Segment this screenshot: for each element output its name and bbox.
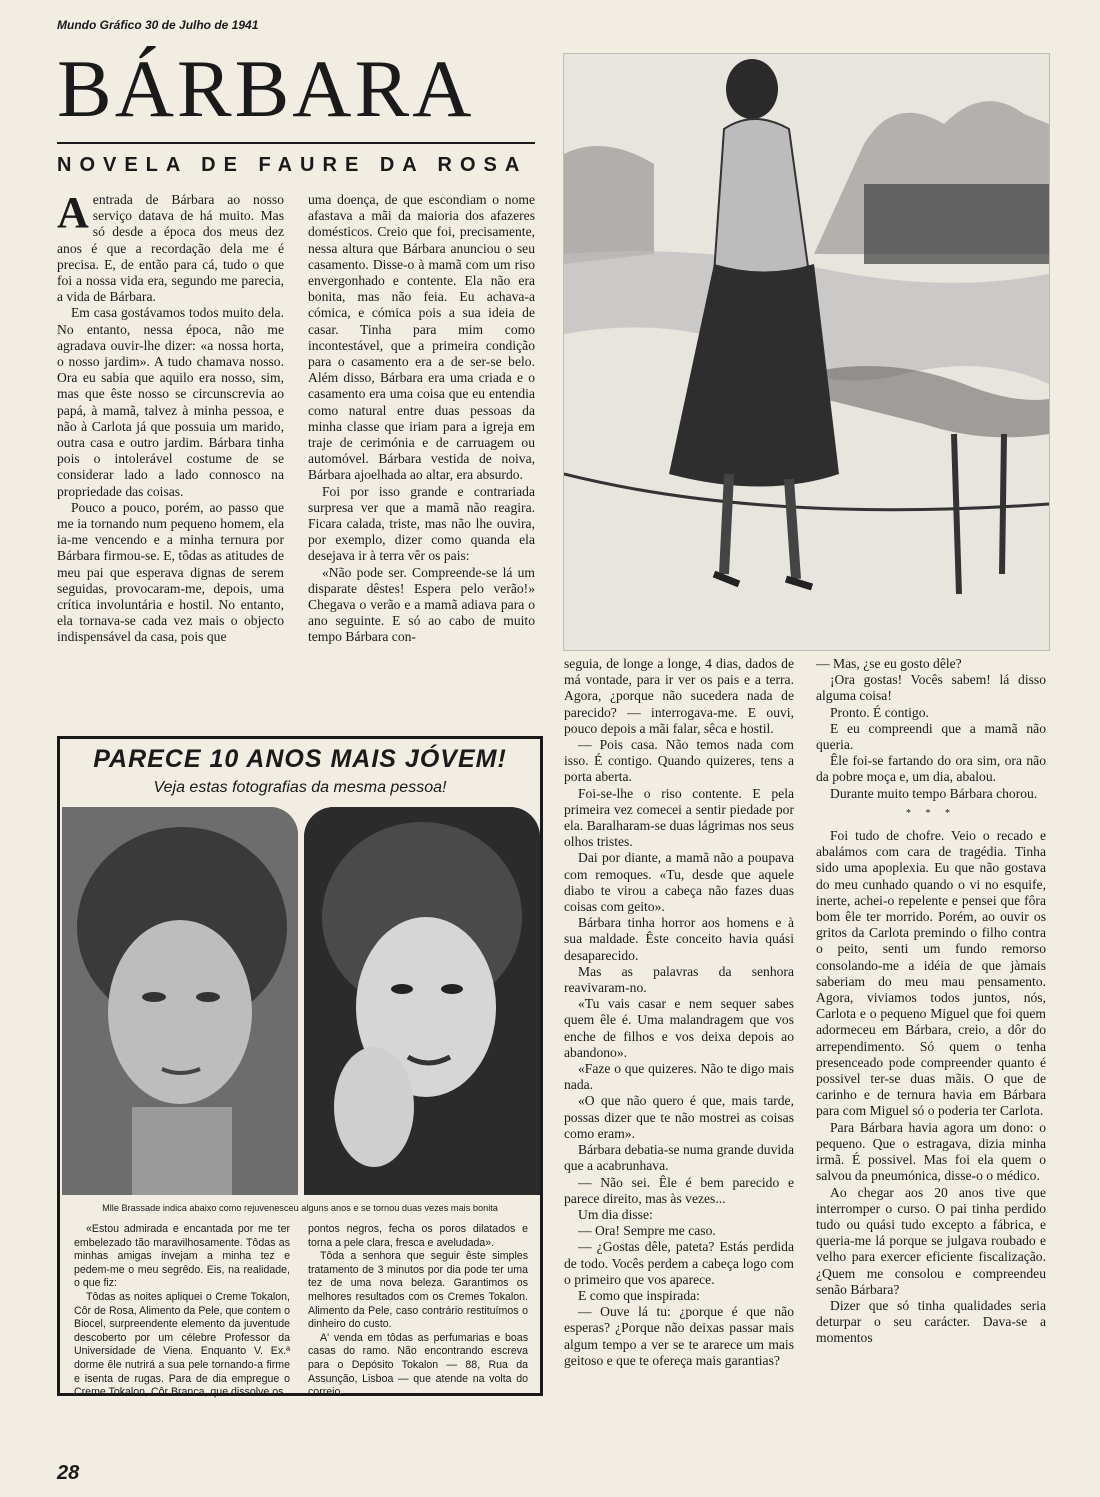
paragraph: — Ora! Sempre me caso.: [578, 1223, 716, 1239]
paragraph: Êle foi-se fartando do ora sim, ora não da pobre moça e, um dia, abalou.: [816, 753, 1046, 785]
paragraph: Em casa gostávamos todos muito dela. No entanto, nessa época, não me agradava ouvir-lhe dizer: «a nossa horta, o nosso jardim». A tudo chamava nosso. Ora eu sabia que aquilo era nosso, sim, mas que êste nosso se circunscrevia ao papá, à mamã, talvez à minha pessoa, e não à Carlota já que possuia um marido, outra casa e outro jardim. Bárbara tinha pois o intolerável costume de se considerar lado a lado connosco na propriedade das coisas.: [57, 305, 284, 499]
publication-header: Mundo Gráfico 30 de Julho de 1941: [57, 18, 259, 32]
article-column-1: [57, 188, 284, 646]
title-divider: [57, 142, 535, 144]
paragraph: «O que não quero é que, mais tarde, possas dizer que te não mostrei as coisas como eram».: [564, 1093, 794, 1141]
ad-headline: PARECE 10 ANOS MAIS JÓVEM!: [93, 745, 507, 773]
ad-paragraph: Tôdas as noites apliquei o Creme Tokalon, Côr de Rosa, Alimento da Pele, que contem o Biocel, surpreendente elemento da juventude descoberto por um célebre Professor da Universidade de Viena. Enquanto V. Ex.ª dorme êle nutrirá a sua pele tornando-a firme e isenta de rugas. Para de dia empregue o Creme Tokalon, Côr Branca, que dissolve os: [74, 1290, 290, 1399]
paragraph: Pronto. É contigo.: [830, 704, 929, 720]
paragraph: Dai por diante, a mamã não a poupava com remoques. «Tu, desde que aquele diabo te virou a cabeça não fazes duas coisas com geito».: [564, 850, 794, 915]
paragraph: — ¿Gostas dêle, pateta? Estás perdida de todo. Vocês perdem a cabeça logo com o primeiro que vos aparece.: [564, 1239, 794, 1287]
paragraph: Ao chegar aos 20 anos tive que interromper o curso. O pai tinha perdido tudo ou quási tudo excepto a fábrica, e queria-me lá porque se julgava roubado e velho para exercer eficiente fiscalização. ¿Quem me consolou e compreendeu senão Bárbara?: [816, 1184, 1046, 1297]
paragraph: «Faze o que quizeres. Não te digo mais nada.: [564, 1061, 794, 1093]
paragraph: Pouco a pouco, porém, ao passo que me ia tornando num pequeno homem, ela ia-me vencendo e a minha ternura por Bárbara firmou-se. E, tôdas as atitudes de meu pai que esperava dignas de serem seguidas, provocaram-me, depois, uma crítica involuntária e hostil. No entanto, ela tornava-se cada vez mais o objecto indispensável da casa, pois que: [57, 499, 284, 645]
drop-cap: A: [57, 188, 89, 237]
tokalon-advertisement: [57, 736, 543, 1399]
paragraph: Para Bárbara havia agora um dono: o pequeno. Que o estragava, dizia minha irmã. É possivel. Mas foi ela quem o salvou da pneumónica, disse-o o médico.: [816, 1119, 1046, 1184]
ad-paragraph: «Estou admirada e encantada por me ter embelezado tão maravilhosamente. Tôdas as minhas amigas invejam a minha tez e pedem-me o meu segrêdo. Eis, na realidade, o que fiz:: [74, 1223, 290, 1290]
illustration-woman-by-shore: [563, 53, 1050, 651]
section-break: * * *: [906, 807, 956, 819]
ad-subhead: Veja estas fotografias da mesma pessoa!: [153, 779, 447, 796]
ad-paragraph: pontos negros, fecha os poros dilatados e torna a pele clara, fresca e aveludada».: [308, 1223, 528, 1249]
before-photo: [62, 807, 298, 1195]
ad-caption: Mlle Brassade indica abaixo como rejuvenesceu alguns anos e se tornou duas vezes mais bonita: [102, 1203, 498, 1213]
paragraph: — Ouve lá tu: ¿porque é que não esperas? ¿Porque não deixas passar mais algum tempo a ver se te ararece um mais geitoso e que te ofereça mais garantias?: [564, 1304, 794, 1368]
ad-paragraph: A' venda em tôdas as perfumarias e boas casas do ramo. Não encontrando escreva para o Depósito Tokalon — 88, Rua da Assunção, Lisboa — que atende na volta do correio.: [308, 1331, 528, 1399]
article-column-3: [564, 656, 794, 1369]
page-number: 28: [57, 1462, 80, 1484]
paragraph: E como que inspirada:: [578, 1287, 700, 1303]
paragraph: — Não sei. Êle é bem parecido e parece direito, mas às vezes...: [564, 1174, 794, 1206]
paragraph: — Pois casa. Não temos nada com isso. É contigo. Quando quizeres, tens a porta aberta.: [564, 737, 794, 785]
ad-paragraph: Tôda a senhora que seguir êste simples tratamento de 3 minutos por dia pode ter uma tez de uma nova beleza. Garantimos os melhores resultados com os Cremes Tokalon. Alimento da Pele, caso contrário restituímos o dinheiro do custo.: [308, 1250, 528, 1331]
paragraph: Um dia disse:: [578, 1206, 653, 1222]
ad-column-1: [74, 1223, 290, 1400]
paragraph: Foi tudo de chofre. Veio o recado e abalámos com cara de tragédia. Tinha sido uma apoplexia. Eu que não gostava do meu cunhado quando o vi no esquife, inerte, achei-o repelente e pensei que fôra bom êle ter morrido. Porém, ao ouvir os gritos da Carlota premindo o filho contra o peito, senti um fundo remorso consolando-me a idéia de que jàmais saberiam do meu mau pensamento. Agora, viviamos todos juntos, nós, Carlota e o pequeno Miguel que foi quem adormeceu em Bárbara, creio, a dôr do arrependimento. Só quem o tenha presenceado pode compreender quanto é possivel ter-se duas mãis. O que de carinho e de ternura havia em Bárbara para com Miguel só o poderia ter Carlota.: [816, 828, 1046, 1119]
paragraph: — Mas, ¿se eu gosto dêle?: [816, 656, 962, 671]
paragraph: seguia, de longe a longe, 4 dias, dados de má vontade, para ir ver os pais e a terra. Agora, ¿porque não sucedera nada de parecido? — interrogava-me. E ouvi, pouco depois a mãi falar, sêca e hostil.: [564, 656, 794, 736]
paragraph: «Tu vais casar e nem sequer sabes quem êle é. Uma malandragem que vos enche de filhos e vos deixa depois ao abandono».: [564, 996, 794, 1060]
paragraph: uma doença, de que escondiam o nome afastava a mãi da maioria dos afazeres domésticos. Creio que foi, precisamente, nessa altura que Bárbara anunciou o seu casamento. Disse-o à mamã com um riso envergonhado e contente. Ela não era bonita, mas não feia. Eu achava-a cómica, e cómica pois a sua ideia de casar. Tinha para mim como incontestável, que a primeira condição para o casamento era a de ser-se belo. Além disso, Bárbara era uma criada e o casamento era uma coisa que eu entendia como natural entre duas pessoas da minha classe que iriam para a igreja em traje de cerimónia e de carruagem ou automóvel. Bárbara vestida de noiva, Bárbara ajoelhada ao altar, era absurdo.: [308, 192, 535, 483]
article-subtitle: NOVELA DE FAURE DA ROSA: [57, 154, 528, 176]
paragraph: ¡Ora gostas! Vocês sabem! lá disso alguma coisa!: [816, 672, 1046, 704]
ad-column-2: [308, 1223, 528, 1400]
paragraph: E eu compreendi que a mamã não queria.: [816, 720, 1046, 753]
paragraph: Bárbara tinha horror aos homens e à sua maldade. Êste conceito havia quási desaparecido.: [564, 915, 794, 963]
illustration-drawing: [564, 54, 1049, 650]
paragraph: «Não pode ser. Compreende-se lá um disparate dêstes! Espera pelo verão!» Chegava o verão e a mamã adiava para o ano seguinte. E só ao cabo de muito tempo Bárbara con-: [308, 564, 535, 645]
article-column-2: [308, 192, 535, 646]
paragraph: Foi por isso grande e contrariada surpresa ver que a mamã não reagira. Ficara calada, triste, mas não lhe ouvira, por exemplo, dizer como quanda ela desejava ir à terra vêr os pais:: [308, 483, 535, 564]
paragraph: Dizer que só tinha qualidades seria deturpar o seu carácter. Dava-se a momentos: [816, 1297, 1046, 1346]
paragraph: Foi-se-lhe o riso contente. E pela primeira vez comecei a sentir piedade por ela. Baralharam-se duas lágrimas nos seus olhos tristes.: [564, 785, 794, 850]
after-photo: [304, 807, 540, 1195]
paragraph: Aentrada de Bárbara ao nosso serviço datava de há muito. Mas só desde a época dos meus dez anos é que a recordação dela me é precisa. E, de então para cá, tudo o que foi a nossa vida era, segundo me parecia, a vida de Bárbara.: [57, 188, 284, 305]
paragraph: Bárbara debatia-se numa grande duvida que a acabrunhava.: [564, 1142, 794, 1174]
before-portrait-image: [62, 807, 298, 1195]
paragraph: Durante muito tempo Bárbara chorou.: [830, 785, 1038, 801]
article-title: BÁRBARA: [57, 43, 475, 134]
article-column-4: [816, 656, 1046, 1347]
paragraph: Mas as palavras da senhora reavivaram-no.: [564, 963, 794, 996]
after-portrait-image: [304, 807, 540, 1195]
